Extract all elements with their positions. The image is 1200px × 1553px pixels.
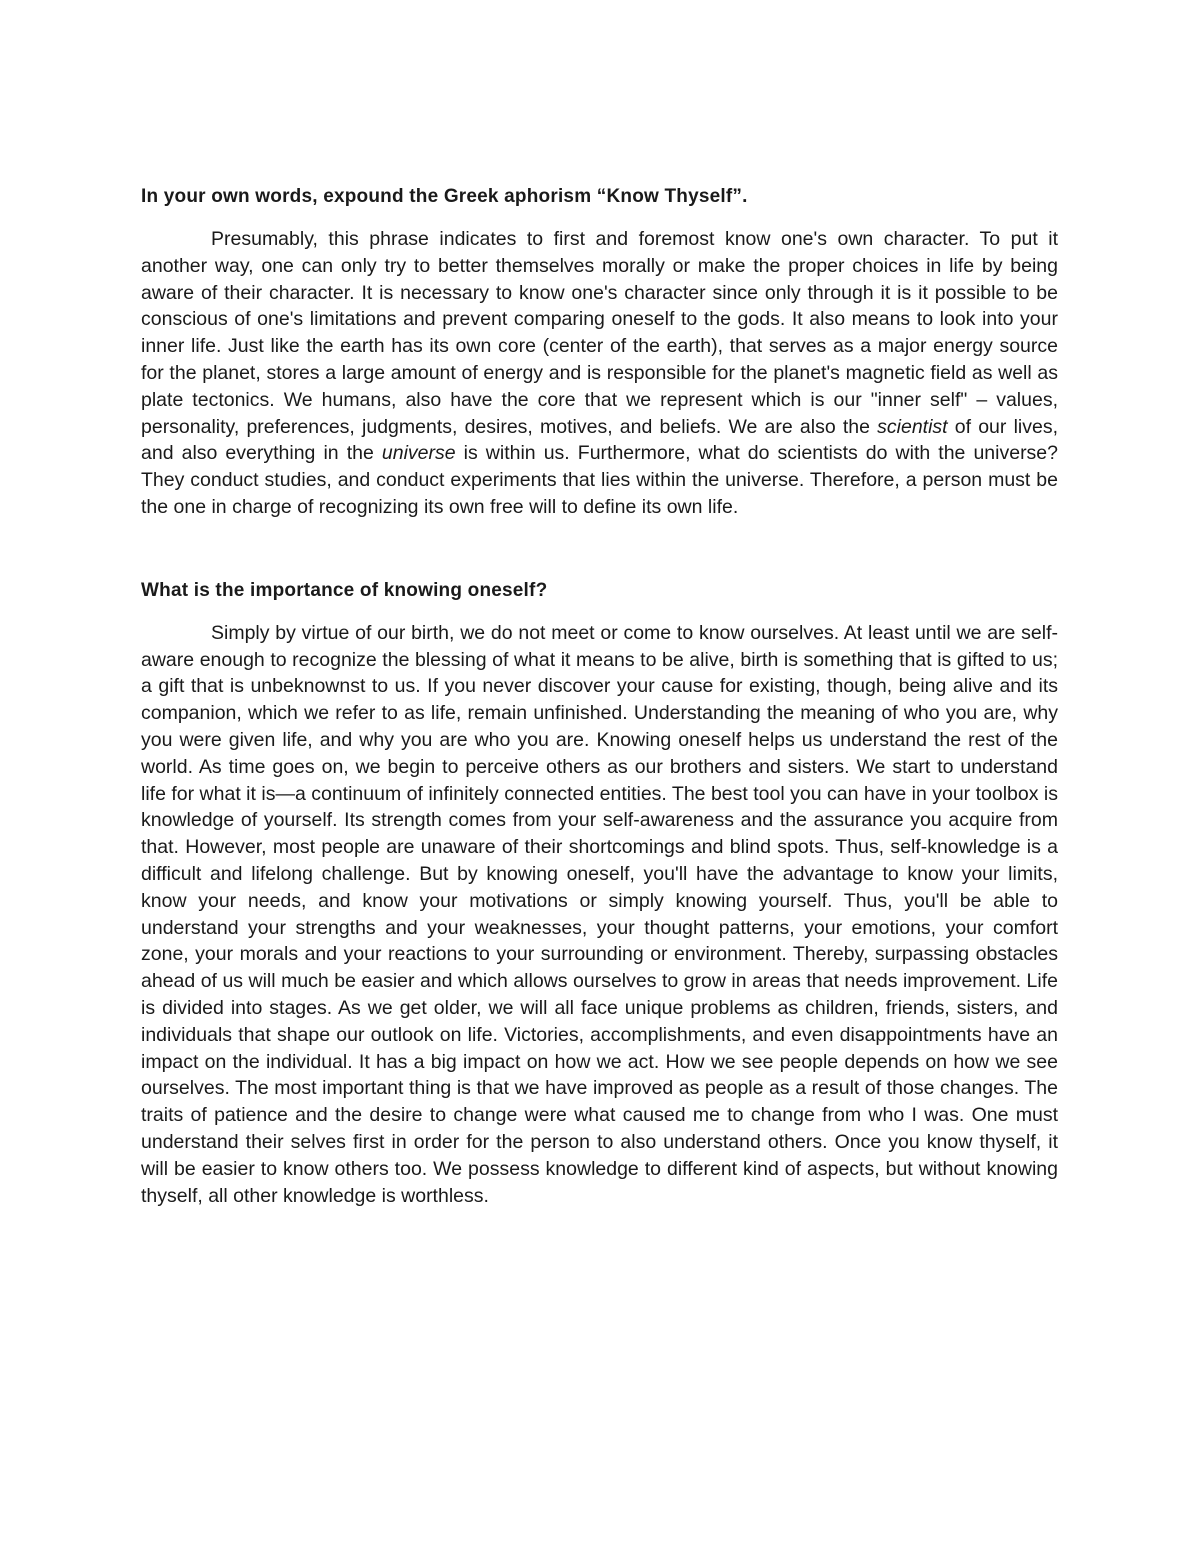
answer-1-paragraph xyxy=(141,226,1058,521)
document-body xyxy=(141,183,1058,1209)
answer-1-text-part3: is within us. Furthermore, what do scientists do with the universe? They conduct studies, and conduct experiments that lies within the universe. Therefore, a person must be the one in charge of recognizing its own free will to define its own life. xyxy=(141,442,1058,518)
answer-1-text-part2: of our lives, and also everything in the xyxy=(141,415,1058,465)
answer-1-text-part1: Presumably, this phrase indicates to first and foremost know one's own character. To put it another way, one can only try to better themselves morally or make the proper choices in life by being aware of their character. It is necessary to know one's character since only through it is it possible to be conscious of one's limitations and prevent comparing oneself to the gods. It also means to look into your inner life. Just like the earth has its own core (center of the earth), that serves as a major energy source for the planet, stores a large amount of energy and is responsible for the planet's magnetic field as well as plate tectonics. We humans, also have the core that we represent which is our "inner self" – values, personality, preferences, judgments, desires, motives, and beliefs. We are also the xyxy=(141,228,1058,438)
section-spacer xyxy=(141,521,1058,577)
answer-1-emphasis-universe: universe xyxy=(381,442,456,465)
answer-2-paragraph: Simply by virtue of our birth, we do not meet or come to know ourselves. At least until we are self-aware enough to recognize the blessing of what it means to be alive, birth is something that is gifted to us; a gift that is unbeknownst to us. If you never discover your cause for existing, though, being alive and its companion, which we refer to as life, remain unfinished. Understanding the meaning of who you are, why you were given life, and why you are who you are. Knowing oneself helps us understand the rest of the world. As time goes on, we begin to perceive others as our brothers and sisters. We start to understand life for what it is—a continuum of infinitely connected entities. The best tool you can have in your toolbox is knowledge of yourself. Its strength comes from your self-awareness and the assurance you acquire from that. However, most people are unaware of their shortcomings and blind spots. Thus, self-knowledge is a difficult and lifelong challenge. But by knowing oneself, you'll have the advantage to know your limits, know your needs, and know your motivations or simply knowing yourself. Thus, you'll be able to understand your strengths and your weaknesses, your thought patterns, your emotions, your comfort zone, your morals and your reactions to your surrounding or environment. Thereby, surpassing obstacles ahead of us will much be easier and which allows ourselves to grow in areas that needs improvement. Life is divided into stages. As we get older, we will all face unique problems as children, friends, sisters, and individuals that shape our outlook on life. Victories, accomplishments, and even disappointments have an impact on the individual. It has a big impact on how we act. How we see people depends on how we see ourselves. The most important thing is that we have improved as people as a result of those changes. The traits of patience and the desire to change were what caused me to change from who I was. One must understand their selves first in order for the person to also understand others. Once you know thyself, it will be easier to know others too. We possess knowledge to different kind of aspects, but without knowing thyself, all other knowledge is worthless. xyxy=(141,621,1058,1207)
answer-1-emphasis-scientist: scientist xyxy=(877,415,948,438)
question-2-heading: What is the importance of knowing oneself? xyxy=(141,579,548,601)
question-1-heading: In your own words, expound the Greek aphorism “Know Thyself”. xyxy=(141,186,748,207)
